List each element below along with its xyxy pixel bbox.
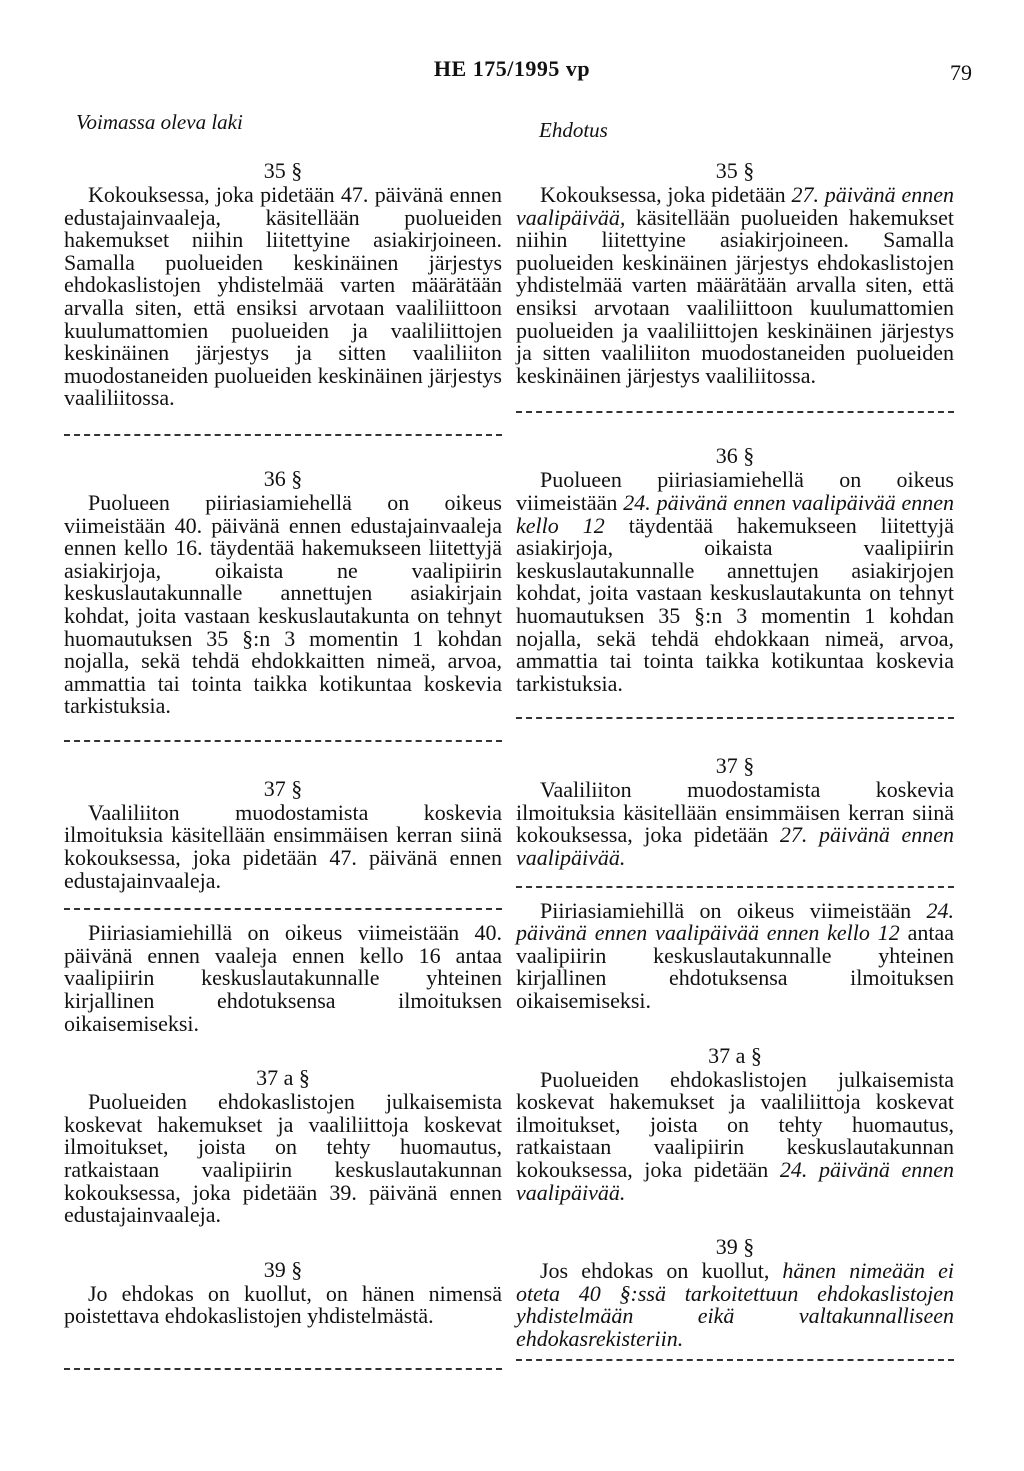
section-separator (64, 1368, 502, 1370)
section-separator (516, 717, 954, 719)
proposal-section-39-number: 39 § (715, 1234, 755, 1260)
section-separator (516, 411, 954, 413)
section-37-paragraph-2: Piiriasiamiehillä on oikeus viimeistään 40. päivänä ennen vaaleja ennen kello 16 antaa vaalipiirin keskuslautakunnalle yhteinen kirjallinen ehdotuksensa ilmoituksen oikaisemiseksi. (64, 920, 502, 1036)
proposal-section-35-number: 35 § (715, 158, 755, 183)
section-35-number: 35 § (263, 158, 303, 183)
proposal-section-39-text: Jos ehdokas on kuollut, hänen nimeään ei oteta 40 §:ssä tarkoitettuun ehdokaslistojen yhdistelmään eikä valtakunnalliseen ehdokasrekisteriin. (516, 1258, 954, 1351)
section-separator (516, 1359, 954, 1361)
left-column-heading: Voimassa oleva laki (76, 110, 243, 134)
proposal-section-37a-number: 37 a § (708, 1042, 762, 1068)
section-separator (64, 908, 502, 910)
section-37-number: 37 § (263, 775, 303, 801)
proposal-section-37-paragraph-2: Piiriasiamiehillä on oikeus viimeistään 24. päivänä ennen vaalipäivää ennen kello 12 antaa vaalipiirin keskuslautakunnalle yhteinen kirjallinen ehdotuksensa ilmoituksen oikaisemiseksi. (516, 897, 954, 1014)
page-number: 79 (950, 60, 972, 85)
section-separator (64, 740, 502, 742)
section-separator (516, 886, 954, 888)
section-36-number: 36 § (263, 465, 303, 491)
proposal-column (516, 158, 954, 1361)
right-column-heading: Ehdotus (539, 118, 608, 142)
section-39-number: 39 § (263, 1256, 303, 1282)
proposal-section-37-number: 37 § (715, 753, 755, 779)
proposal-section-35-text: Kokouksessa, joka pidetään 27. päivänä ennen vaalipäivää, käsitellään puolueiden hakemukset niihin liitettyine asiakirjoineen. Samalla puolueiden keskinäinen järjestys ehdokaslistojen yhdistelmää varten määrätään arvalla siten, että ensiksi arvotaan vaaliliittoon kuulumattomien puolueiden ja vaaliliittojen keskinäinen järjestys ja sitten vaaliliiton muodostaneiden puolueiden keskinäinen järjestys vaaliliitossa. (516, 182, 955, 388)
section-separator (64, 434, 502, 436)
section-39-text: Jo ehdokas on kuollut, on hänen nimensä poistettava ehdokaslistojen yhdistelmästä. (64, 1280, 502, 1329)
document-header-title: HE 175/1995 vp (433, 56, 591, 81)
current-law-column (64, 158, 502, 1370)
section-37a-number: 37 a § (256, 1065, 310, 1091)
proposal-section-36-text: Puolueen piiriasiamiehellä on oikeus viimeistään 24. päivänä ennen vaalipäivää ennen kello 12 täydentää hakemukseen liitettyjä asiakirjoja, oikaista vaalipiirin keskuslautakunnalle annettujen asiakirjojen kohdat, joita vastaan keskuslautakunta on tehnyt huomautuksen 35 §:n 3 momentin 1 kohdan nojalla, sekä tehdä ehdokkaan nimeä, arvoa, ammattia tai tointa taikka kotikuntaa koskevia tarkistuksia. (516, 467, 954, 696)
section-35-text: Kokouksessa, joka pidetään 47. päivänä ennen edustajainvaaleja, käsitellään puolueiden hakemukset niihin liitettyine asiakirjoineen. Samalla puolueiden keskinäinen järjestys ehdokaslistojen yhdistelmää varten määrätään arvalla siten, että ensiksi arvotaan vaaliliittoon kuulumattomien puolueiden ja vaaliliittojen keskinäinen järjestys ja sitten vaaliliiton muodostaneiden puolueiden keskinäinen järjestys vaaliliitossa. (64, 182, 502, 411)
proposal-section-36-number: 36 § (715, 443, 755, 469)
section-36-text: Puolueen piiriasiamiehellä on oikeus viimeistään 40. päivänä ennen edustajainvaaleja ennen kello 16. täydentää hakemukseen liitettyjä asiakirjoja, oikaista ne vaalipiirin keskuslautakunnalle annettujen asiakirjain kohdat, joita vastaan keskuslautakunta on tehnyt huomautuksen 35 §:n 3 momentin 1 kohdan nojalla, sekä tehdä ehdokkaitten nimeä, arvoa, ammattia tai tointa taikka kotikuntaa koskevia tarkistuksia. (64, 489, 502, 719)
proposal-section-37-paragraph-1: Vaaliliiton muodostamista koskevia ilmoituksia käsitellään ensimmäisen kerran siinä kokouksessa, joka pidetään 27. päivänä ennen vaalipäivää. (516, 777, 955, 871)
section-37a-text: Puolueiden ehdokaslistojen julkaisemista koskevat hakemukset ja vaaliliittoja koskevat ilmoitukset, joista on tehty huomautus, ratkaistaan vaalipiirin keskuslautakunnan kokouksessa, joka pidetään 39. päivänä ennen edustajainvaaleja. (64, 1089, 502, 1228)
proposal-section-37a-text: Puolueiden ehdokaslistojen julkaisemista koskevat hakemukset ja vaaliliittoja koskevat ilmoitukset, joista on tehty huomautus, ratkaistaan vaalipiirin keskuslautakunnan kokouksessa, joka pidetään 24. päivänä ennen vaalipäivää. (516, 1066, 955, 1205)
section-37-paragraph-1: Vaaliliiton muodostamista koskevia ilmoituksia käsitellään ensimmäisen kerran siinä kokouksessa, joka pidetään 47. päivänä ennen edustajainvaaleja. (64, 799, 502, 893)
